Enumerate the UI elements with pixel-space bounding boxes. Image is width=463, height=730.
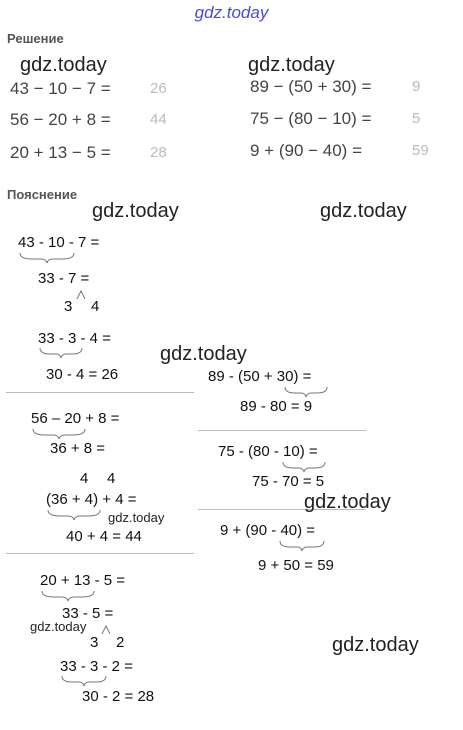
watermark: gdz.today <box>108 510 165 525</box>
ex1-split-a: 3 <box>64 298 73 315</box>
ex1-brace-2 <box>38 347 86 359</box>
ex2-line-1: 56 – 20 + 8 = <box>31 410 120 427</box>
ex6-brace <box>278 540 328 552</box>
ex3-line-3: 33 - 3 - 2 = <box>60 658 133 675</box>
ex4-line-1: 89 - (50 + 30) = <box>208 368 312 385</box>
solution-right-2: 75 − (80 − 10) = <box>250 109 372 128</box>
ex3-line-1: 20 + 13 - 5 = <box>40 572 126 589</box>
ex3-split-b: 2 <box>116 634 125 651</box>
solution-right-1-answer: 9 <box>412 78 421 95</box>
ex2-result: 40 + 4 = 44 <box>66 528 142 545</box>
ex6-result: 9 + 50 = 59 <box>258 557 334 574</box>
ex3-result: 30 - 2 = 28 <box>82 688 155 705</box>
site-title[interactable]: gdz.today <box>194 3 269 22</box>
ex2-line-3: (36 + 4) + 4 = <box>46 491 137 508</box>
ex4-result: 89 - 80 = 9 <box>240 398 313 415</box>
watermark: gdz.today <box>20 54 107 76</box>
ex2-split-a: 4 <box>80 470 89 487</box>
ex3-split-mark <box>101 623 113 635</box>
ex5-brace <box>281 461 329 473</box>
solution-right-2-answer: 5 <box>412 110 421 127</box>
ex1-result: 30 - 4 = 26 <box>46 366 119 383</box>
ex1-split-b: 4 <box>91 298 100 315</box>
explanation-heading: Пояснение <box>7 187 78 202</box>
watermark: gdz.today <box>332 634 419 656</box>
ex2-split-b: 4 <box>107 470 116 487</box>
ex1-split-mark <box>76 288 88 300</box>
ex1-brace <box>18 252 78 264</box>
ex5-result: 75 - 70 = 5 <box>252 473 325 490</box>
ex1-line-2: 33 - 7 = <box>38 270 90 287</box>
ex4-brace <box>283 386 331 398</box>
ex3-line-2: 33 - 5 = <box>62 605 114 622</box>
watermark: gdz.today <box>30 619 87 634</box>
watermark: gdz.today <box>320 200 407 222</box>
solution-heading: Решение <box>7 31 64 46</box>
ex2-brace-2 <box>46 509 104 521</box>
solution-left-1-answer: 26 <box>150 80 167 97</box>
ex3-brace-2 <box>60 675 110 687</box>
ex1-line-1: 43 - 10 - 7 = <box>18 234 100 251</box>
divider <box>6 392 194 393</box>
divider <box>198 430 366 431</box>
divider <box>6 553 194 554</box>
watermark: gdz.today <box>160 343 247 365</box>
solution-right-3-answer: 59 <box>412 142 429 159</box>
solution-left-2: 56 − 20 + 8 = <box>10 110 111 129</box>
solution-left-1: 43 − 10 − 7 = <box>10 79 111 98</box>
solution-right-1: 89 − (50 + 30) = <box>250 77 372 96</box>
ex2-line-2: 36 + 8 = <box>50 440 106 457</box>
solution-right-3: 9 + (90 − 40) = <box>250 141 362 160</box>
solution-left-3-answer: 28 <box>150 144 167 161</box>
ex5-line-1: 75 - (80 - 10) = <box>218 443 318 460</box>
ex6-line-1: 9 + (90 - 40) = <box>220 522 316 539</box>
watermark: gdz.today <box>92 200 179 222</box>
ex3-split-a: 3 <box>90 634 99 651</box>
solution-left-2-answer: 44 <box>150 111 167 128</box>
watermark: gdz.today <box>304 491 391 513</box>
watermark: gdz.today <box>248 54 335 76</box>
ex2-brace <box>31 428 89 440</box>
ex1-line-3: 33 - 3 - 4 = <box>38 330 111 347</box>
ex3-brace <box>40 590 98 602</box>
solution-left-3: 20 + 13 − 5 = <box>10 143 111 162</box>
